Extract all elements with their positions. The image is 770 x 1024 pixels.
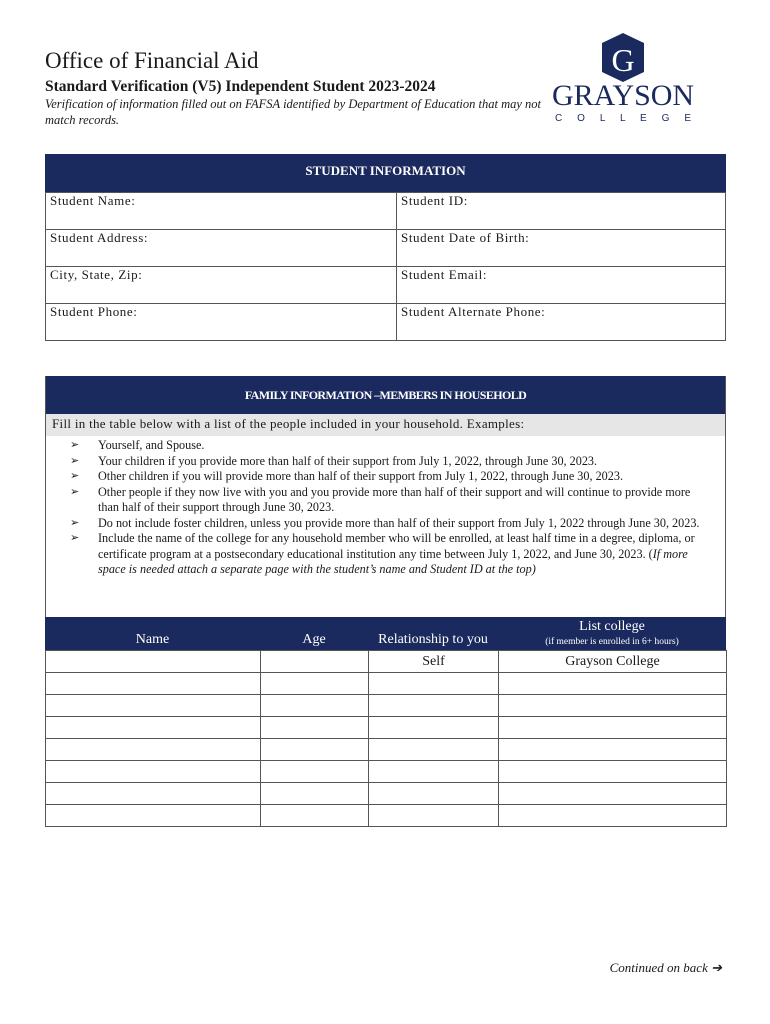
member-college-cell[interactable] (499, 673, 727, 695)
member-name-cell[interactable] (46, 739, 261, 761)
arrow-bullet-icon: ➢ (70, 470, 80, 482)
page-title: Office of Financial Aid (45, 48, 259, 73)
member-relationship-cell[interactable] (369, 673, 499, 695)
member-college-cell[interactable]: Grayson College (499, 651, 727, 673)
member-relationship-cell[interactable] (369, 695, 499, 717)
list-item: ➢ Yourself, and Spouse. (70, 438, 205, 452)
table-row (46, 761, 727, 783)
member-name-cell[interactable] (46, 761, 261, 783)
logo-letter: G (611, 42, 635, 78)
table-row (46, 805, 727, 827)
member-relationship-cell[interactable] (369, 739, 499, 761)
member-name-cell[interactable] (46, 783, 261, 805)
arrow-bullet-icon: ➢ (70, 454, 80, 467)
form-subtitle: Standard Verification (V5) Independent Student 2023-2024 (45, 78, 436, 95)
household-examples-list (62, 438, 714, 578)
attach-page-note: If more space is needed attach a separate page with the student’s name and Student ID at the top) (98, 546, 688, 576)
relationship-column-header: Relationship to you (378, 632, 488, 647)
list-item: ➢ Include the name of the college for any household member who will be enrolled, at least half time in a degree, diploma, or certificate program at a postsecondary educational institution any time between July 1, 2022, and June 30, 2023. (If more space is needed attach a separate page with the student’s name and Student ID at the top) (70, 531, 695, 576)
member-age-cell[interactable] (261, 761, 369, 783)
member-name-cell[interactable] (46, 805, 261, 827)
arrow-bullet-icon: ➢ (70, 532, 80, 544)
table-row (46, 651, 727, 673)
table-row (46, 193, 726, 230)
verification-note: Verification of information filled out on FAFSA identified by Department of Education that may not match records. (45, 97, 542, 127)
member-relationship-cell[interactable] (369, 761, 499, 783)
member-relationship-cell[interactable] (369, 717, 499, 739)
student-name-field[interactable]: Student Name: (46, 193, 397, 230)
student-phone-field[interactable]: Student Phone: (46, 304, 397, 341)
list-item: ➢ Your children if you provide more than half of their support from July 1, 2022, through June 30, 2023. (70, 453, 598, 468)
household-table (45, 650, 727, 827)
member-college-cell[interactable] (499, 761, 727, 783)
table-row (46, 695, 727, 717)
age-column-header: Age (302, 632, 326, 647)
list-item: ➢ Other children if you will provide more than half of their support from July 1, 2022, through June 30, 2023. (70, 469, 623, 483)
family-info-heading: FAMILY INFORMATION –MEMBERS IN HOUSEHOLD (45, 376, 726, 414)
table-row (46, 717, 727, 739)
member-college-cell[interactable] (499, 695, 727, 717)
arrow-bullet-icon: ➢ (70, 439, 80, 451)
logo-name: GRAYSON (552, 79, 694, 112)
city-state-zip-field[interactable]: City, State, Zip: (46, 267, 397, 304)
family-intro: Fill in the table below with a list of the people included in your household. Examples: (46, 414, 725, 436)
table-row (46, 673, 727, 695)
member-age-cell[interactable] (261, 717, 369, 739)
member-age-cell[interactable] (261, 673, 369, 695)
list-item: ➢ Other people if they now live with you and you provide more than half of their support and will continue to provide more than half of their support through June 30, 2023. (70, 484, 691, 514)
member-relationship-cell[interactable]: Self (369, 651, 499, 673)
list-item: ➢ Do not include foster children, unless you provide more than half of their support from July 1, 2022 through June 30, 2023. (70, 515, 700, 530)
member-relationship-cell[interactable] (369, 783, 499, 805)
student-address-field[interactable]: Student Address: (46, 230, 397, 267)
student-alt-phone-field[interactable]: Student Alternate Phone: (397, 304, 726, 341)
logo-sub: C O L L E G E (555, 113, 691, 124)
member-name-cell[interactable] (46, 651, 261, 673)
student-dob-field[interactable]: Student Date of Birth: (397, 230, 726, 267)
student-info-table (45, 192, 726, 341)
student-info-heading: STUDENT INFORMATION (45, 154, 726, 192)
table-row (46, 304, 726, 341)
arrow-bullet-icon: ➢ (70, 485, 80, 498)
arrow-bullet-icon: ➢ (70, 516, 80, 529)
member-age-cell[interactable] (261, 783, 369, 805)
member-college-cell[interactable] (499, 717, 727, 739)
table-row (46, 783, 727, 805)
household-table-header (45, 617, 726, 650)
member-age-cell[interactable] (261, 805, 369, 827)
member-name-cell[interactable] (46, 695, 261, 717)
student-id-field[interactable]: Student ID: (397, 193, 726, 230)
college-column-note: (if member is enrolled in 6+ hours) (545, 637, 679, 647)
member-age-cell[interactable] (261, 739, 369, 761)
grayson-college-logo (548, 30, 698, 125)
member-college-cell[interactable] (499, 739, 727, 761)
member-college-cell[interactable] (499, 783, 727, 805)
college-column-header: List college (579, 619, 645, 634)
table-row (46, 230, 726, 267)
member-name-cell[interactable] (46, 717, 261, 739)
name-column-header: Name (135, 632, 170, 647)
student-email-field[interactable]: Student Email: (397, 267, 726, 304)
member-age-cell[interactable] (261, 695, 369, 717)
continued-on-back: Continued on back ➔ (609, 960, 722, 975)
table-row (46, 267, 726, 304)
table-row (46, 739, 727, 761)
member-college-cell[interactable] (499, 805, 727, 827)
member-relationship-cell[interactable] (369, 805, 499, 827)
member-age-cell[interactable] (261, 651, 369, 673)
member-name-cell[interactable] (46, 673, 261, 695)
